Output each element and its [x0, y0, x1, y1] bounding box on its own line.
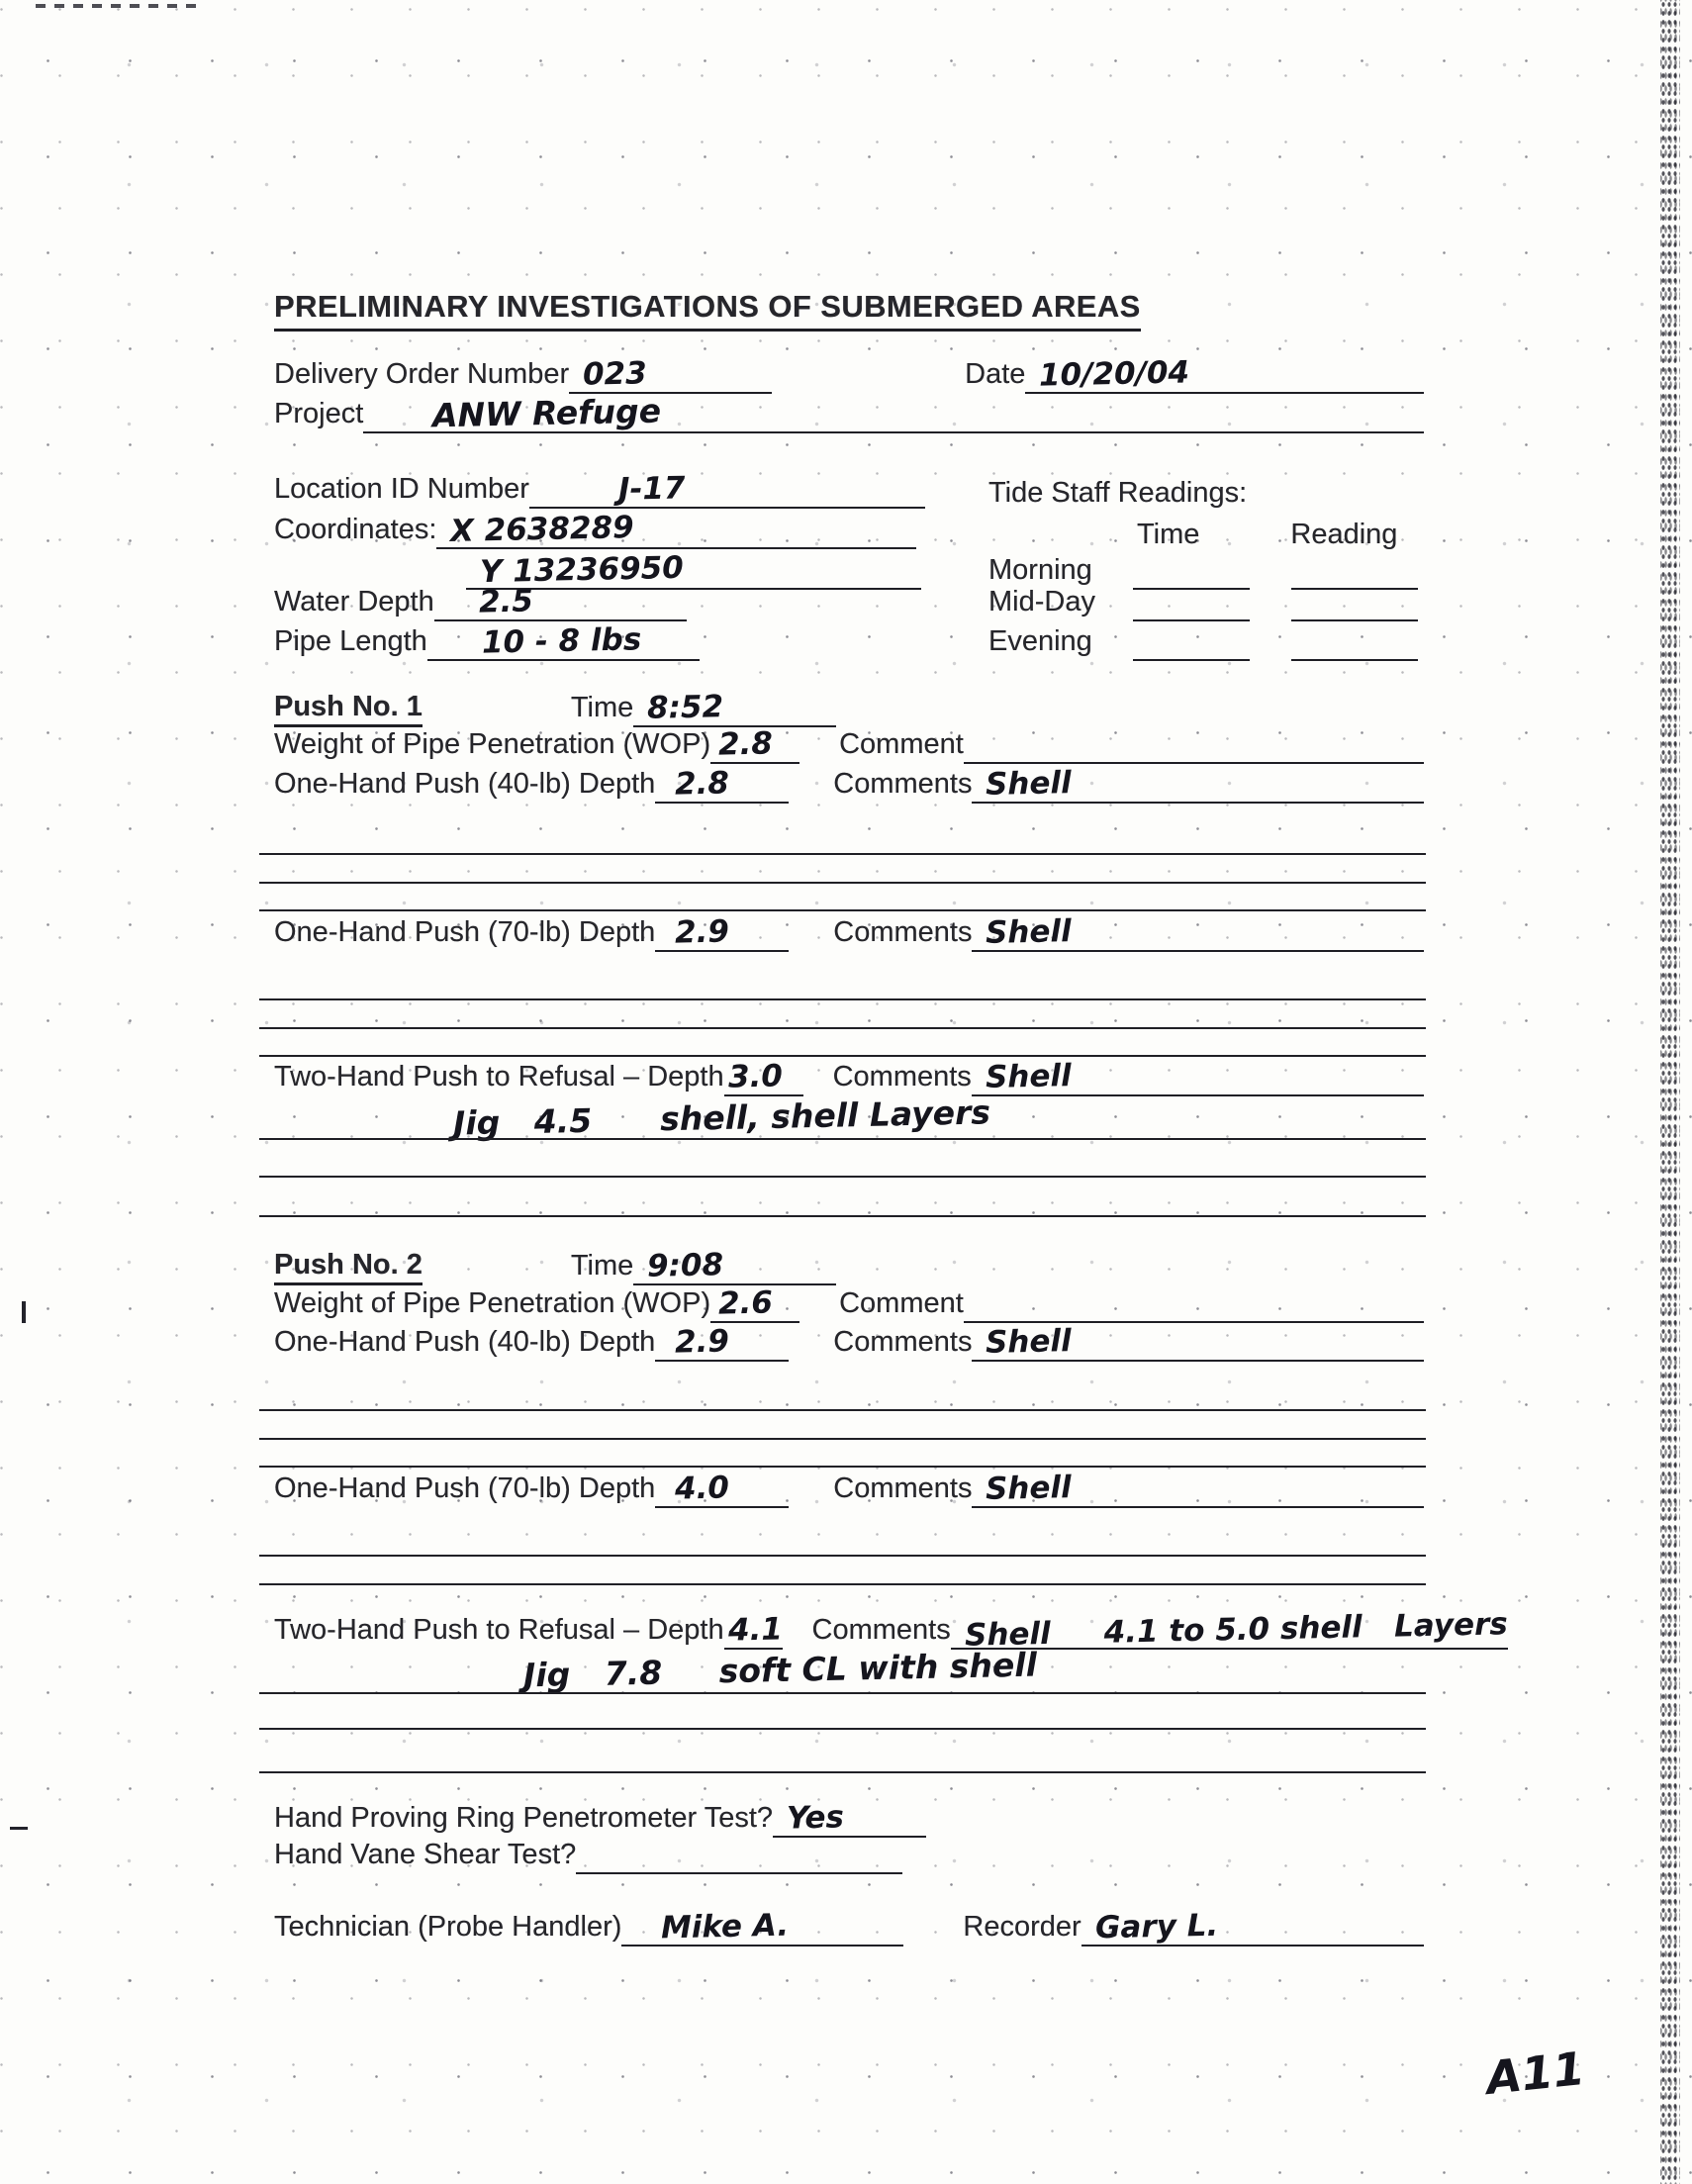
- push1-oh70-field: [655, 913, 789, 952]
- ruled-line: [259, 1409, 1426, 1411]
- push1-refusal-row: [274, 1055, 1424, 1096]
- tide-row-label: Mid-Day: [988, 586, 1095, 617]
- ruled-line: [259, 1583, 1426, 1585]
- push2-header-row: [274, 1244, 1424, 1285]
- water-depth-value: 2.5: [478, 583, 534, 620]
- ruled-line: [259, 998, 1426, 1000]
- push1-oh40-value: 2.8: [674, 765, 730, 803]
- vane-shear-label: Hand Vane Shear Test?: [274, 1839, 577, 1870]
- push1-wop-field: [710, 725, 799, 764]
- date-field: [1025, 354, 1424, 394]
- comments-label: Comments: [833, 1472, 973, 1504]
- scan-artifact-left-1: [22, 1301, 26, 1323]
- push2-oh70-field: [655, 1470, 789, 1508]
- project-field: [363, 391, 1424, 435]
- page-title: [274, 289, 1141, 332]
- push1-oh40-comments-field: [972, 765, 1424, 804]
- date-value: 10/20/04: [1039, 354, 1190, 394]
- pipe-length-value: 10 - 8 lbs: [481, 621, 642, 661]
- project-label: Project: [274, 398, 364, 429]
- location-id-field: [529, 470, 925, 509]
- push2-refusal-row: [274, 1606, 1508, 1654]
- coordinate-x-value: X 2638289: [450, 510, 635, 549]
- technician-label: Technician (Probe Handler): [274, 1911, 622, 1943]
- delivery-order-row: [274, 352, 1424, 394]
- ruled-line: [259, 1692, 1426, 1694]
- recorder-label: Recorder: [963, 1911, 1081, 1943]
- push1-header-row: [274, 686, 1424, 727]
- push2-oh70-comments-field: [972, 1470, 1424, 1508]
- oh40-label: One-Hand Push (40-lb) Depth: [274, 768, 656, 800]
- push2-refusal-value: 4.1: [727, 1611, 783, 1649]
- water-depth-label: Water Depth: [274, 586, 434, 617]
- vane-shear-row: [274, 1833, 1424, 1874]
- push2-wop-field: [710, 1284, 799, 1323]
- coordinates-label: Coordinates:: [274, 514, 437, 545]
- tide-reading-header: Reading: [1290, 519, 1398, 550]
- push2-time-value: 9:08: [646, 1247, 724, 1284]
- project-row: [274, 392, 1424, 433]
- push1-time-value: 8:52: [646, 689, 724, 726]
- delivery-order-label: Delivery Order Number: [274, 358, 570, 390]
- time-label: Time: [570, 692, 634, 723]
- push1-refusal-field: [724, 1058, 803, 1096]
- technician-row: [274, 1905, 1424, 1947]
- comments-label: Comments: [833, 768, 973, 800]
- scan-artifact-top: [36, 4, 204, 8]
- push1-oh40-row: [274, 762, 1424, 804]
- project-value: ANW Refuge: [431, 391, 662, 435]
- delivery-order-field: [569, 355, 772, 394]
- push2-time-field: [633, 1247, 836, 1285]
- ruled-line: [259, 1728, 1426, 1730]
- tide-time-header: Time: [1137, 519, 1200, 550]
- push2-title: Push No. 2: [274, 1251, 423, 1285]
- push2-handwritten-note: Jig 7.8 soft CL with shell: [522, 1645, 1038, 1695]
- location-id-value: J-17: [617, 470, 686, 508]
- tide-row-midday: [988, 580, 1424, 621]
- tide-row-label: Morning: [988, 554, 1092, 586]
- ruled-line: [259, 882, 1426, 884]
- wop-label: Weight of Pipe Penetration (WOP): [274, 1287, 711, 1319]
- ruled-line: [259, 1438, 1426, 1440]
- push1-handwritten-note: Jig 4.5 shell, shell Layers: [452, 1092, 991, 1143]
- push2-oh40-value: 2.9: [674, 1323, 730, 1361]
- push1-oh40-field: [655, 765, 789, 804]
- push2-oh40-comments-field: [972, 1323, 1424, 1362]
- page-mark: A11: [1483, 2041, 1588, 2106]
- push1-oh40-comments-value: Shell: [986, 765, 1073, 803]
- technician-field: [621, 1907, 903, 1947]
- push2-oh40-comments-value: Shell: [986, 1323, 1073, 1361]
- tide-row-evening: [988, 619, 1424, 661]
- tide-row-label: Evening: [988, 625, 1092, 657]
- pipe-length-field: [427, 621, 700, 661]
- ruled-line: [259, 853, 1426, 855]
- scan-edge-artifact: [1660, 0, 1680, 2184]
- date-label: Date: [965, 358, 1026, 390]
- push2-wop-value: 2.6: [717, 1284, 774, 1322]
- location-id-label: Location ID Number: [274, 473, 529, 505]
- push2-oh40-row: [274, 1320, 1424, 1362]
- push2-oh70-value: 4.0: [674, 1470, 730, 1507]
- technician-value: Mike A.: [661, 1907, 790, 1947]
- comment-label: Comment: [839, 728, 964, 760]
- penetrometer-label: Hand Proving Ring Penetrometer Test?: [274, 1802, 774, 1834]
- penetrometer-value: Yes: [786, 1799, 845, 1837]
- delivery-order-value: 023: [582, 355, 648, 393]
- pipe-length-label: Pipe Length: [274, 625, 427, 657]
- oh70-label: One-Hand Push (70-lb) Depth: [274, 916, 656, 948]
- comments-label: Comments: [833, 916, 973, 948]
- push1-wop-row: [274, 722, 1424, 764]
- push2-refusal-comments-value: Shell 4.1 to 5.0 shell Layers: [964, 1606, 1508, 1654]
- refusal-label: Two-Hand Push to Refusal – Depth: [274, 1061, 724, 1092]
- coordinate-x-field: [436, 510, 916, 549]
- ruled-line: [259, 1027, 1426, 1029]
- ruled-line: [259, 1555, 1426, 1557]
- push1-wop-value: 2.8: [717, 725, 774, 763]
- oh70-label: One-Hand Push (70-lb) Depth: [274, 1472, 656, 1504]
- penetrometer-row: [274, 1796, 1424, 1838]
- push2-wop-row: [274, 1282, 1424, 1323]
- push2-oh70-comments-value: Shell: [986, 1470, 1073, 1507]
- push1-oh70-value: 2.9: [674, 913, 730, 951]
- time-label: Time: [570, 1250, 634, 1282]
- comments-label: Comments: [811, 1614, 951, 1646]
- push2-refusal-field: [724, 1611, 783, 1650]
- tide-reading-field: [1291, 659, 1418, 661]
- location-id-row: [274, 467, 1424, 509]
- scan-artifact-left-2: [10, 1827, 28, 1830]
- push1-refusal-value: 3.0: [727, 1058, 783, 1095]
- oh40-label: One-Hand Push (40-lb) Depth: [274, 1326, 656, 1358]
- comment-label: Comment: [839, 1287, 964, 1319]
- ruled-line: [259, 1176, 1426, 1178]
- vane-shear-field: [576, 1870, 902, 1874]
- push2-oh40-field: [655, 1323, 789, 1362]
- ruled-line: [259, 1138, 1426, 1140]
- refusal-label: Two-Hand Push to Refusal – Depth: [274, 1614, 724, 1646]
- ruled-line: [259, 1215, 1426, 1217]
- push1-title: Push No. 1: [274, 693, 423, 727]
- page-title-text: PRELIMINARY INVESTIGATIONS OF SUBMERGED AREAS: [274, 289, 1141, 332]
- water-depth-field: [434, 583, 687, 621]
- comments-label: Comments: [832, 1061, 972, 1092]
- coordinate-y-value: Y 13236950: [479, 549, 685, 591]
- push1-oh70-comments-field: [972, 913, 1424, 952]
- tide-time-field: [1133, 659, 1250, 661]
- ruled-line: [259, 1771, 1426, 1773]
- push1-oh70-comments-value: Shell: [986, 913, 1073, 951]
- comments-label: Comments: [833, 1326, 973, 1358]
- recorder-value: Gary L.: [1094, 1907, 1219, 1947]
- push1-oh70-row: [274, 910, 1424, 952]
- push1-refusal-comments-value: Shell: [985, 1058, 1072, 1095]
- wop-label: Weight of Pipe Penetration (WOP): [274, 728, 711, 760]
- push1-refusal-comments-field: [972, 1058, 1424, 1096]
- tide-title: Tide Staff Readings:: [988, 477, 1248, 509]
- recorder-field: [1081, 1907, 1424, 1947]
- push2-oh70-row: [274, 1467, 1424, 1508]
